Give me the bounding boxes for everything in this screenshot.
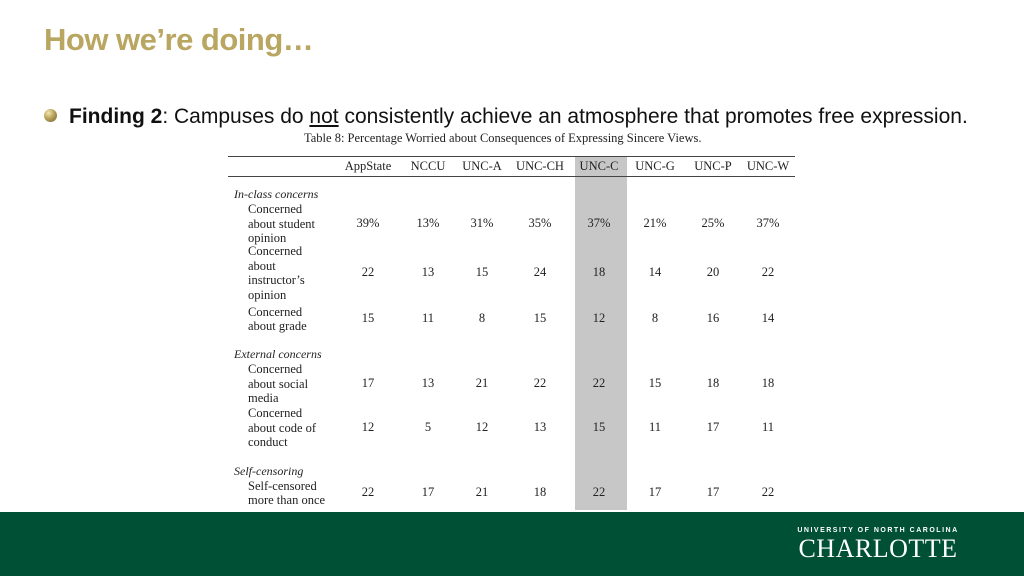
table-cell: 21% xyxy=(643,216,667,230)
column-header-unc-g: UNC-G xyxy=(635,159,675,173)
table-cell: 18 xyxy=(592,265,606,279)
table-cell: 11 xyxy=(421,311,435,325)
table-cell: 5 xyxy=(424,420,432,434)
finding-text-post: consistently achieve an atmosphere that promotes free expression. xyxy=(338,105,968,128)
column-header-appstate: AppState xyxy=(344,159,392,173)
table-cell: 14 xyxy=(648,265,662,279)
column-header-unc-a: UNC-A xyxy=(462,159,502,173)
table-cell: 8 xyxy=(478,311,486,325)
table-cell: 14 xyxy=(761,311,775,325)
table-cell: 12 xyxy=(592,311,606,325)
finding-text-emphasis: not xyxy=(309,105,339,128)
section-heading: In-class concerns xyxy=(234,187,319,201)
table-cell: 17 xyxy=(421,485,435,499)
table-cell: 15 xyxy=(533,311,547,325)
table-cell: 22 xyxy=(592,376,606,390)
table-cell: 35% xyxy=(528,216,552,230)
slide-title: How we’re doing… xyxy=(44,22,314,57)
table-cell: 22 xyxy=(361,485,375,499)
column-header-unc-c: UNC-C xyxy=(579,159,619,173)
column-header-unc-ch: UNC-CH xyxy=(516,159,564,173)
table-cell: 17 xyxy=(706,485,720,499)
table-cell: 13 xyxy=(533,420,547,434)
highlight-column xyxy=(575,156,627,510)
table-cell: 22 xyxy=(761,485,775,499)
table-cell: 12 xyxy=(475,420,489,434)
table-cell: 22 xyxy=(592,485,606,499)
table-cell: 24 xyxy=(533,265,547,279)
row-label: Concerned about grade xyxy=(248,304,307,334)
table-cell: 21 xyxy=(475,485,489,499)
row-label: Concerned about student opinion xyxy=(248,202,316,246)
row-label: Concerned about instructor’s opinion xyxy=(248,244,305,302)
table-cell: 18 xyxy=(706,376,720,390)
table-caption: Table 8: Percentage Worried about Consequences of Expressing Sincere Views. xyxy=(304,131,702,145)
table-cell: 16 xyxy=(706,311,720,325)
row-label: Concerned about code of conduct xyxy=(248,406,317,450)
table-cell: 18 xyxy=(533,485,547,499)
table-cell: 17 xyxy=(361,376,375,390)
logo-university-line: UNIVERSITY OF NORTH CAROLINA xyxy=(797,527,959,534)
table-cell: 13 xyxy=(421,376,435,390)
column-header-unc-w: UNC-W xyxy=(746,159,790,173)
row-label: Self-censored more than once xyxy=(248,478,326,508)
table-cell: 22 xyxy=(533,376,547,390)
table-cell: 15 xyxy=(475,265,489,279)
university-logo xyxy=(790,527,966,561)
table-cell: 37% xyxy=(756,216,780,230)
table-cell: 21 xyxy=(475,376,489,390)
column-header-nccu: NCCU xyxy=(410,159,446,173)
bullet-text xyxy=(69,103,969,130)
section-heading: External concerns xyxy=(234,347,322,361)
table-cell: 13 xyxy=(421,265,435,279)
table-cell: 20 xyxy=(706,265,720,279)
table-cell: 12 xyxy=(361,420,375,434)
section-heading: Self-censoring xyxy=(234,464,304,478)
finding-text-pre: : Campuses do xyxy=(162,105,310,128)
table-top-rule xyxy=(228,156,795,157)
finding-label: Finding 2 xyxy=(69,105,163,128)
table-cell: 15 xyxy=(592,420,606,434)
table-cell: 37% xyxy=(587,216,611,230)
table-cell: 31% xyxy=(470,216,494,230)
row-label: Concerned about social media xyxy=(248,362,309,406)
table-cell: 15 xyxy=(648,376,662,390)
table-cell: 15 xyxy=(361,311,375,325)
table-cell: 25% xyxy=(701,216,725,230)
bullet-icon xyxy=(44,109,57,122)
logo-charlotte: CHARLOTTE xyxy=(798,534,958,563)
table-cell: 17 xyxy=(706,420,720,434)
table-cell: 22 xyxy=(761,265,775,279)
table-cell: 39% xyxy=(356,216,380,230)
table-cell: 18 xyxy=(761,376,775,390)
table-cell: 11 xyxy=(648,420,662,434)
table-cell: 17 xyxy=(648,485,662,499)
table-header-rule xyxy=(228,176,795,177)
table-cell: 11 xyxy=(761,420,775,434)
table-cell: 8 xyxy=(651,311,659,325)
column-header-unc-p: UNC-P xyxy=(694,159,732,173)
table-cell: 13% xyxy=(416,216,440,230)
table-cell: 22 xyxy=(361,265,375,279)
